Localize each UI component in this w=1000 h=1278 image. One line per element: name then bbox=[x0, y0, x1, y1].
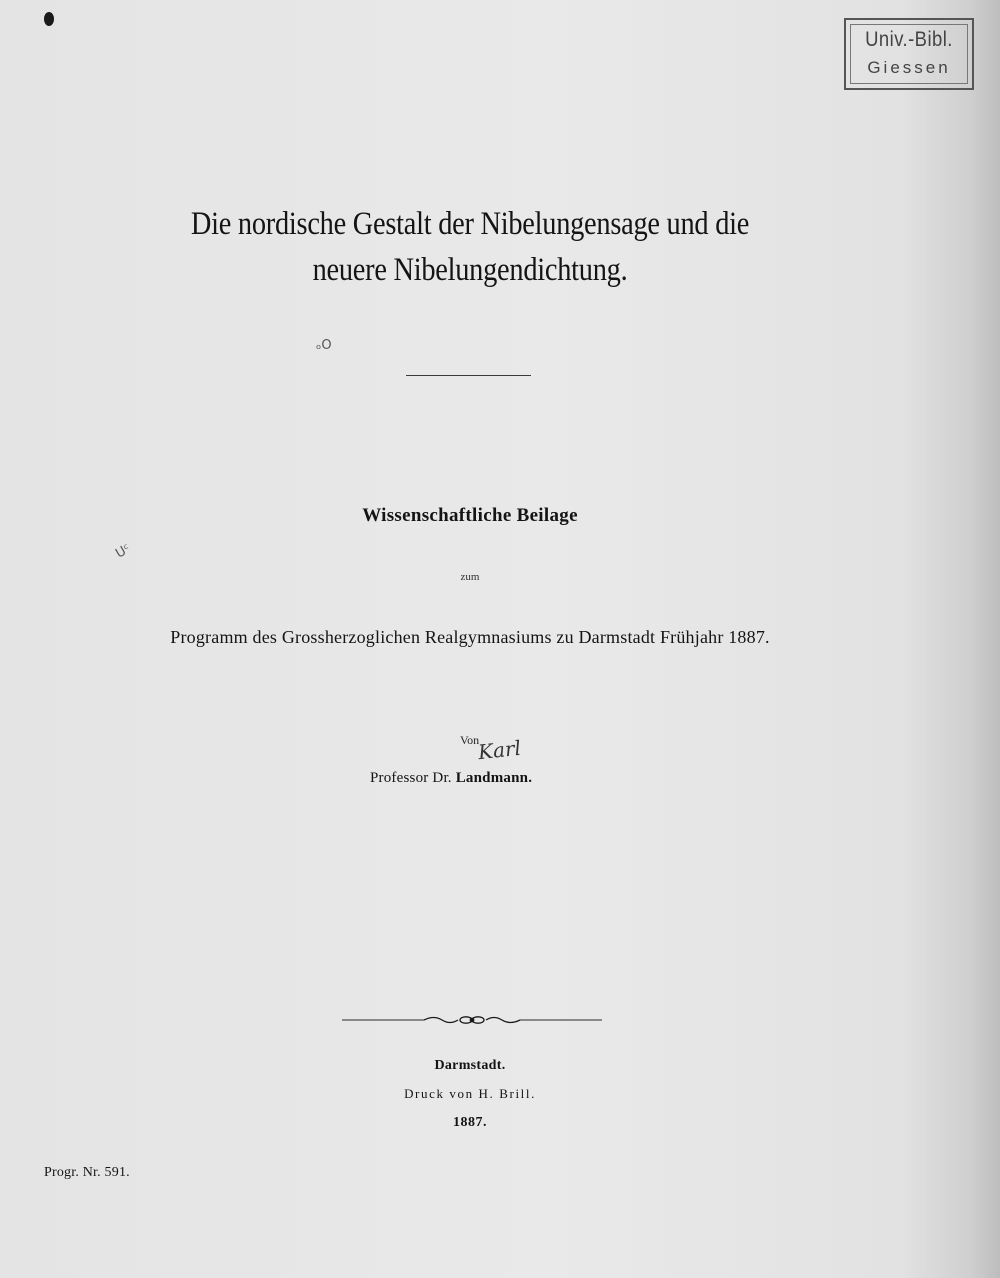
author-line bbox=[370, 770, 532, 787]
stamp-line-1: Univ.-Bibl. bbox=[865, 28, 953, 51]
handwritten-first-name: Karl bbox=[476, 735, 522, 765]
program-line: Programm des Grossherzoglichen Realgymnasiums zu Darmstadt Frühjahr 1887. bbox=[170, 627, 770, 647]
separator-rule bbox=[406, 375, 531, 376]
imprint-printer: Druck von H. Brill. bbox=[404, 1086, 536, 1101]
ornament-divider bbox=[342, 1010, 602, 1030]
program-number: Progr. Nr. 591. bbox=[44, 1165, 130, 1180]
imprint-place: Darmstadt. bbox=[434, 1058, 506, 1073]
title-line-1: Die nordische Gestalt der Nibelungensage und die bbox=[190, 206, 750, 242]
stamp-line-2: Giessen bbox=[867, 58, 951, 77]
title-line-2: neuere Nibelungendichtung. bbox=[312, 252, 628, 288]
stray-mark-2: Uᶜ bbox=[113, 541, 134, 562]
imprint-year: 1887. bbox=[453, 1115, 487, 1130]
stray-mark-1: ₒO bbox=[316, 338, 332, 353]
author-title: Professor Dr. bbox=[370, 770, 452, 786]
connector-word: zum bbox=[460, 571, 480, 583]
subtitle: Wissenschaftliche Beilage bbox=[362, 505, 578, 526]
author-von: Von bbox=[460, 733, 480, 747]
library-stamp bbox=[844, 18, 974, 90]
punch-hole bbox=[44, 12, 54, 26]
author-name: Landmann. bbox=[455, 770, 533, 786]
